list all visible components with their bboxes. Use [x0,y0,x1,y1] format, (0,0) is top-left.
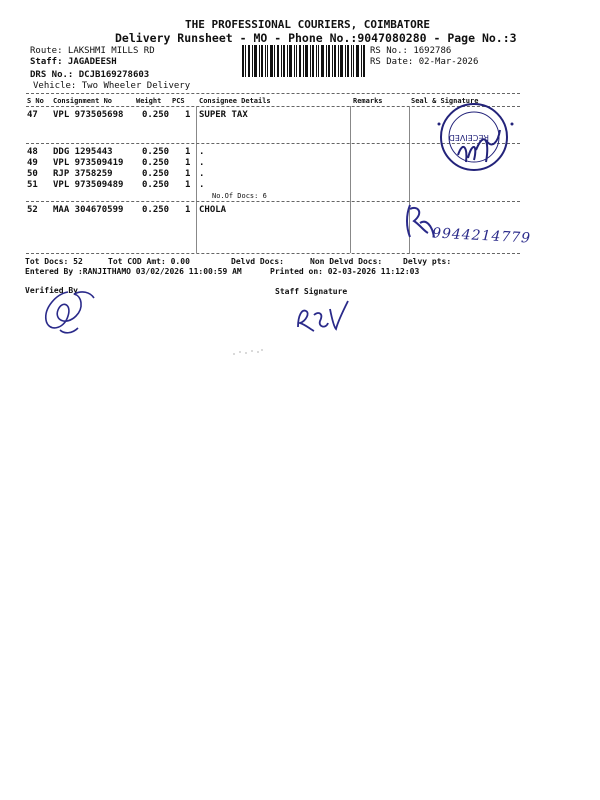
row-consignee: . [199,169,205,179]
row-weight: 0.250 [142,147,170,157]
col-consignment: Consignment No [53,97,113,105]
non-delvd-docs: Non Delvd Docs: [310,257,383,266]
row-pcs: 1 [185,110,191,120]
row-weight: 0.250 [142,180,170,190]
table-top-rule [26,93,520,94]
row-weight: 0.250 [142,205,170,215]
row-sno: 51 [27,180,38,190]
row-consignee: . [199,147,205,157]
stamp-received-text: RECEIVED [448,133,489,142]
row-sno: 47 [27,110,38,120]
col-seal-signature: Seal & Signature [411,97,479,105]
row-weight: 0.250 [142,158,170,168]
row-consignment: RJP 3758259 [53,169,113,179]
barcode [242,45,366,77]
delvd-docs: Delvd Docs: [231,257,284,266]
delvy-pts: Delvy pts: [403,257,452,266]
rs-date: RS Date: 02-Mar-2026 [370,57,479,67]
row-consignment: VPL 973509419 [53,158,124,168]
row-sno: 52 [27,205,38,215]
scan-smudge [228,344,268,360]
runsheet-title: Delivery Runsheet - MO - Phone No.:9047080280 - Page No.:3 [115,31,517,45]
tot-docs: Tot Docs: 52 [25,257,83,266]
row-consignee: SUPER TAX [199,110,248,120]
row-consignee: . [199,180,205,190]
row-sno: 48 [27,147,38,157]
drs-label: DRS No.: DCJB169278603 [30,70,150,80]
col-weight: Weight [136,97,162,105]
verified-signature [38,286,102,338]
row-weight: 0.250 [142,169,170,179]
staff-label: Staff: JAGADEESH [30,57,117,67]
row-sno: 49 [27,158,38,168]
row-consignee: . [199,158,205,168]
received-stamp [428,100,524,174]
row-pcs: 1 [185,180,191,190]
row-pcs: 1 [185,147,191,157]
row-consignment: VPL 973509489 [53,180,124,190]
route-label: Route: LAKSHMI MILLS RD [30,46,155,56]
row-rule [26,201,520,202]
col-sno: S No [27,97,44,105]
verified-by-label: Verified By [25,286,78,295]
tot-cod-amt: Tot COD Amt: 0.00 [108,257,190,266]
staff-signature [292,297,352,337]
row-weight: 0.250 [142,110,170,120]
entered-by: Entered By :RANJITHAMO 03/02/2026 11:00:59 AM [25,267,242,276]
row-sno: 50 [27,169,38,179]
vehicle-label: Vehicle: Two Wheeler Delivery [33,81,191,91]
row-pcs: 1 [185,169,191,179]
no-of-docs: No.Of Docs: 6 [212,192,267,200]
row-consignment: MAA 304670599 [53,205,124,215]
row-pcs: 1 [185,205,191,215]
row-consignment: VPL 973505698 [53,110,124,120]
rs-no: RS No.: 1692786 [370,46,452,56]
col-consignee: Consignee Details [199,97,271,105]
staff-signature-label: Staff Signature [275,287,348,296]
row-pcs: 1 [185,158,191,168]
col-divider [196,106,197,253]
col-pcs: PCS [172,97,185,105]
row-consignee: CHOLA [199,205,227,215]
handwritten-phone: 9944214779 [431,225,532,247]
printed-on: Printed on: 02-03-2026 11:12:03 [270,267,420,276]
col-remarks: Remarks [353,97,383,105]
company-title: THE PROFESSIONAL COURIERS, COIMBATORE [185,18,431,31]
col-divider [350,106,351,253]
row-consignment: DDG 1295443 [53,147,113,157]
table-bottom-rule [26,253,520,254]
